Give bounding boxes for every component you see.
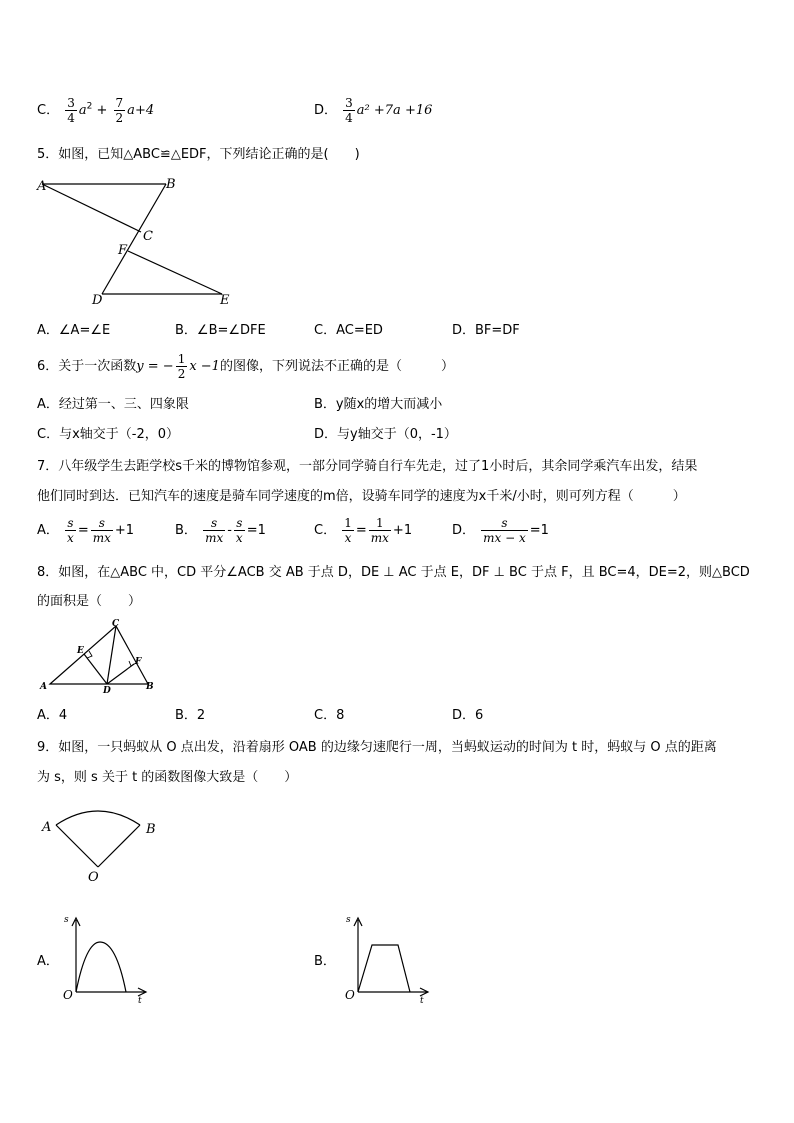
q8-stem-line2: 的面积是（ ） [37,594,142,609]
q7-option-a[interactable]: A． $\frac{s}{x}$ = $\frac{s}{mx}$ +1 [37,516,135,545]
q9-a-axis-t: t [138,996,142,1004]
q5-option-a[interactable]: A．∠A=∠E [37,323,111,338]
q7-option-b[interactable]: B． $\frac{s}{mx}$ - $\frac{s}{x}$ =1 [175,516,266,545]
q9-b-axis-t: t [420,996,424,1004]
q9-option-b-graph [342,912,437,1004]
q9-a-origin: O [63,988,73,1002]
q5-stem: 5．如图，已知△ABC≌△EDF，下列结论正确的是( ) [37,147,360,162]
q9-option-b[interactable]: B． [314,954,336,969]
q9-b-axis-s: s [346,915,351,925]
q5-label-b: B [166,177,176,192]
q6-option-d[interactable]: D．与y轴交于（0，-1） [314,427,457,442]
q7-stem-line2: 他们同时到达．已知汽车的速度是骑车同学速度的m倍，设骑车同学的速度为x千米/小时，则可列方程（ ） [37,489,686,504]
q5-option-c[interactable]: C．AC=ED [314,323,383,338]
q6-option-b[interactable]: B．y随x的增大而减小 [314,397,443,412]
q8-option-b[interactable]: B．2 [175,708,206,723]
q5-label-f: F [118,243,128,258]
q9-a-axis-s: s [64,915,69,925]
q5-label-e: E [220,293,230,308]
q8-label-b: B [146,682,154,692]
q5-option-d[interactable]: D．BF=DF [452,323,520,338]
q8-stem-line1: 8．如图，在△ABC 中，CD 平分∠ACB 交 AB 于点 D，DE ⊥ AC 于点 E，DF ⊥ BC 于点 F，且 BC=4，DE=2，则△BCD [37,565,750,580]
q8-label-d: D [103,686,111,695]
q9-sector-figure [36,805,166,885]
q5-label-a: A [37,179,47,194]
q6-fraction: $\frac{1}{2}$ [177,352,186,381]
q8-label-c: C [112,619,120,629]
q6-stem: 6．关于一次函数y = − $\frac{1}{2}$ x −1的图像，下列说法不正确的是（ ） [37,352,454,381]
q8-label-f: F [135,657,142,667]
q9-label-a: A [42,820,52,835]
q7-option-c[interactable]: C． $\frac{1}{x}$ = $\frac{1}{mx}$ +1 [314,516,413,545]
q4-d-fraction: $\frac{3}{4}$ [345,96,353,125]
q9-option-a[interactable]: A． [37,954,59,969]
q8-option-a[interactable]: A．4 [37,708,68,723]
q4-option-c[interactable]: C． $\frac{3}{4}$ $a^2$ + $\frac{7}{2}$ a+4 [37,96,155,125]
q8-figure [36,617,166,695]
q9-stem-line1: 9．如图，一只蚂蚁从 O 点出发，沿着扇形 OAB 的边缘匀速爬行一周，当蚂蚁运动的时间为 t 时，蚂蚁与 O 点的距离 [37,740,717,755]
q8-option-c[interactable]: C．8 [314,708,345,723]
q5-label-d: D [92,293,103,308]
q7-option-d[interactable]: D． $\frac{s}{mx - x}$ =1 [452,516,549,545]
q9-stem-line2: 为 s，则 s 关于 t 的函数图像大致是（ ） [37,770,298,785]
q5-option-b[interactable]: B．∠B=∠DFE [175,323,266,338]
q8-label-e: E [77,646,84,656]
q9-label-b: B [146,822,156,837]
q5-label-c: C [143,229,153,244]
q4-c-fraction-1: $\frac{3}{4}$ [67,96,75,125]
q4-c-fraction-2: $\frac{7}{2}$ [115,96,124,125]
q8-option-d[interactable]: D．6 [452,708,484,723]
q5-figure [34,174,239,309]
q7-stem-line1: 7．八年级学生去距学校s千米的博物馆参观，一部分同学骑自行车先走，过了1小时后，其余同学乘汽车出发，结果 [37,459,698,474]
q9-label-o: O [88,870,99,885]
q6-option-c[interactable]: C．与x轴交于（-2，0） [37,427,180,442]
q4-option-d[interactable]: D． $\frac{3}{4}$ a² +7a +16 [314,96,433,125]
q6-option-a[interactable]: A．经过第一、三、四象限 [37,397,189,412]
q9-option-a-graph [60,912,155,1004]
q9-b-origin: O [345,988,355,1002]
q8-label-a: A [40,682,47,692]
